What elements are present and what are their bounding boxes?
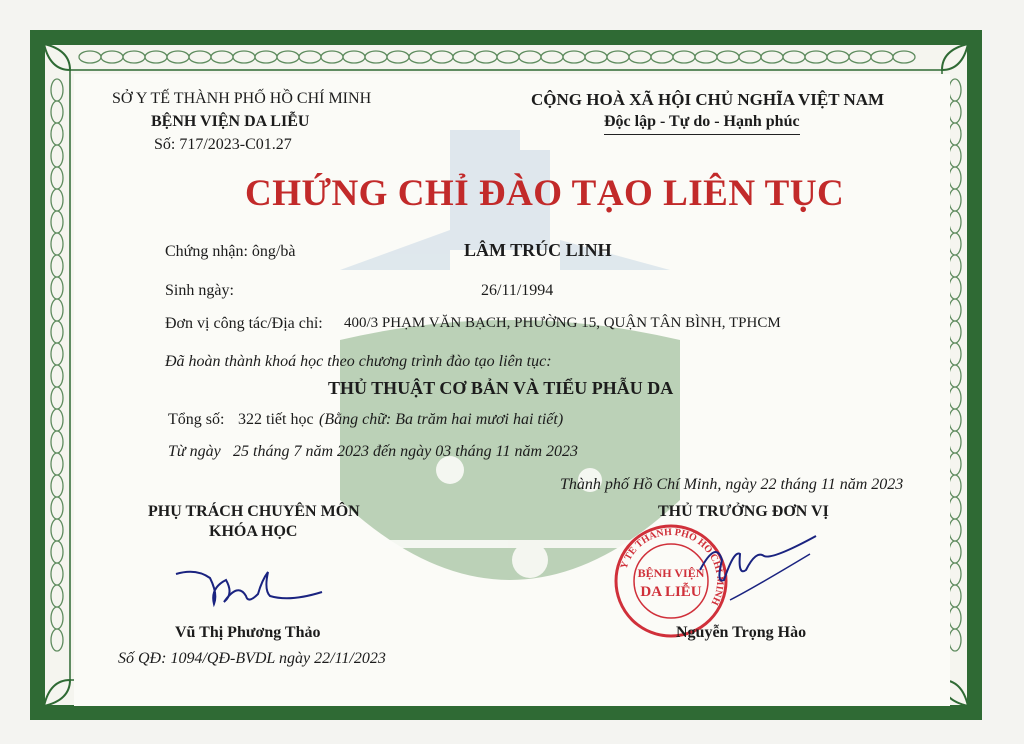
dob-value: 26/11/1994: [481, 282, 554, 299]
right-signature: [690, 530, 820, 610]
national-motto: Độc lập - Tự do - Hạnh phúc: [604, 113, 800, 135]
place-and-date: Thành phố Hồ Chí Minh, ngày 22 tháng 11 năm 2023: [560, 476, 904, 493]
total-in-words: (Bằng chữ: Ba trăm hai mươi hai tiết): [319, 411, 564, 428]
left-signer-name: Vũ Thị Phương Thảo: [175, 624, 321, 641]
period-value: 25 tháng 7 năm 2023 đến ngày 03 tháng 11 năm 2023: [233, 443, 579, 460]
right-signer-name: Nguyễn Trọng Hào: [676, 624, 807, 641]
document-number: Số: 717/2023-C01.27: [154, 136, 292, 153]
dob-label: Sinh ngày:: [165, 282, 234, 299]
left-signature: [170, 556, 330, 610]
stamp-ring-text: Y TẾ THÀNH PHỐ HỒ CHÍ MINH: [618, 526, 726, 607]
left-signer-subtitle: KHÓA HỌC: [209, 523, 298, 540]
recipient-name: LÂM TRÚC LINH: [464, 240, 612, 260]
right-signer-title: THỦ TRƯỞNG ĐƠN VỊ: [658, 503, 829, 520]
course-name: THỦ THUẬT CƠ BẢN VÀ TIỂU PHẪU DA: [328, 378, 674, 398]
period-label: Từ ngày: [168, 443, 221, 460]
workplace-label: Đơn vị công tác/Địa chỉ:: [165, 315, 323, 332]
hospital-name: BỆNH VIỆN DA LIỄU: [151, 113, 310, 130]
stamp-line-2: DA LIỄU: [640, 584, 702, 600]
workplace-value: 400/3 PHẠM VĂN BẠCH, PHƯỜNG 15, QUẬN TÂN BÌNH, TPHCM: [344, 315, 781, 331]
left-signer-title: PHỤ TRÁCH CHUYÊN MÔN: [148, 503, 360, 520]
total-value: 322 tiết học: [238, 411, 314, 428]
completion-statement: Đã hoàn thành khoá học theo chương trình đào tạo liên tục:: [165, 353, 552, 370]
total-label: Tổng số:: [168, 411, 225, 428]
stamp-line-1: BỆNH VIỆN: [637, 566, 705, 580]
certify-label: Chứng nhận: ông/bà: [165, 243, 296, 260]
decision-number: Số QĐ: 1094/QĐ-BVDL ngày 22/11/2023: [118, 650, 386, 667]
department-name: SỞ Y TẾ THÀNH PHỐ HỒ CHÍ MINH: [112, 90, 372, 107]
certificate-title: CHỨNG CHỈ ĐÀO TẠO LIÊN TỤC: [245, 173, 845, 214]
nation-name: CỘNG HOÀ XÃ HỘI CHỦ NGHĨA VIỆT NAM: [531, 90, 885, 109]
